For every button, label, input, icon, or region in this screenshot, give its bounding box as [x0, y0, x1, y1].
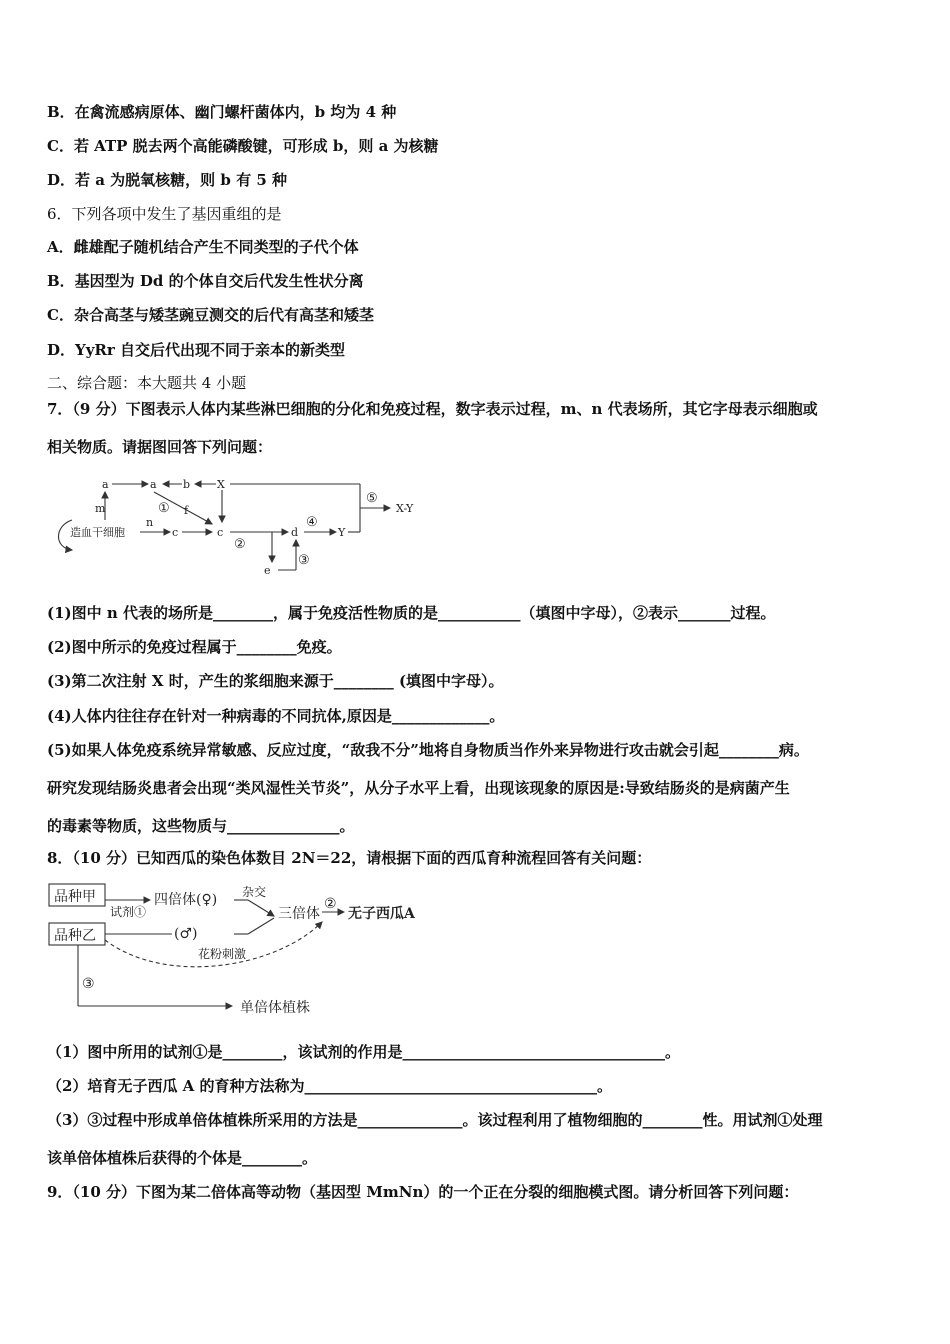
- q7-part2: (2)图中所示的免疫过程属于________免疫。: [47, 638, 342, 656]
- cross-label: 杂交: [242, 885, 267, 899]
- tetraploid-label: 四倍体(♀): [154, 892, 218, 908]
- watermelon-breeding-diagram: [46, 878, 446, 1024]
- triploid-label: 三倍体: [278, 906, 320, 922]
- q7-part5-line2: 研究发现结肠炎患者会出现“类风湿性关节炎”，从分子水平上看，出现该现象的原因是:导致结肠炎的是病菌产生: [47, 779, 790, 797]
- label-d: d: [291, 526, 299, 539]
- q5-option-b: B．在禽流感病原体、幽门螺杆菌体内，b 均为 4 种: [47, 103, 397, 121]
- seedless-watermelon-label: 无子西瓜A: [348, 906, 415, 922]
- q5-option-c: C．若 ATP 脱去两个高能磷酸键，可形成 b，则 a 为核糖: [47, 137, 439, 155]
- stem-cell-label: 造血干细胞: [70, 526, 125, 539]
- q8-part2: （2）培育无子西瓜 A 的育种方法称为_______________________________________。: [47, 1077, 613, 1095]
- label-x: X: [217, 478, 225, 491]
- label-y: Y: [338, 526, 346, 539]
- label-c-right: c: [217, 526, 224, 539]
- q5-option-d: D．若 a 为脱氧核糖，则 b 有 5 种: [47, 171, 287, 189]
- q7-stem-line1: 7．（9 分）下图表示人体内某些淋巴细胞的分化和免疫过程，数字表示过程，m、n 代表场所，其它字母表示细胞或: [47, 400, 818, 418]
- process-5-label: ⑤: [366, 491, 378, 506]
- process-2-label: ②: [324, 896, 337, 912]
- q6-option-b: B．基因型为 Dd 的个体自交后代发生性状分离: [47, 272, 364, 290]
- q7-part3: (3)第二次注射 X 时，产生的浆细胞来源于________ (填图中字母）。: [47, 672, 504, 690]
- process-2-label: ②: [234, 537, 246, 552]
- q7-stem-line2: 相关物质。请据图回答下列问题：: [47, 438, 273, 456]
- q7-part5-line3: 的毒素等物质，这些物质与_______________。: [47, 817, 355, 835]
- immune-process-diagram: [50, 470, 450, 582]
- q6-option-c: C．杂合高茎与矮茎豌豆测交的后代有高茎和矮茎: [47, 306, 374, 324]
- label-b: b: [183, 478, 191, 491]
- label-a-right: a: [150, 478, 157, 491]
- q6-stem: 6．下列各项中发生了基因重组的是: [47, 205, 282, 223]
- q6-option-a: A．雌雄配子随机结合产生不同类型的子代个体: [47, 238, 359, 256]
- male-label: (♂): [174, 926, 198, 942]
- label-m: m: [95, 502, 106, 515]
- q6-option-d: D．YyRr 自交后代出现不同于亲本的新类型: [47, 341, 346, 359]
- label-f: f: [184, 504, 189, 517]
- pollen-stimulus-label: 花粉刺激: [198, 947, 247, 961]
- label-c-left: c: [172, 526, 179, 539]
- process-3-label: ③: [298, 553, 310, 568]
- label-n: n: [146, 516, 154, 529]
- q8-part3-line1: （3）③过程中形成单倍体植株所采用的方法是______________。该过程利用了植物细胞的________性。用试剂①处理: [47, 1111, 823, 1129]
- q7-part4: (4)人体内往往存在针对一种病毒的不同抗体,原因是_____________。: [47, 707, 505, 725]
- q8-part3-line2: 该单倍体植株后获得的个体是________。: [47, 1149, 318, 1167]
- variety-jia-label: 品种甲: [54, 889, 96, 905]
- q8-part1: （1）图中所用的试剂①是________，该试剂的作用是___________________________________。: [47, 1043, 680, 1061]
- variety-yi-label: 品种乙: [54, 928, 96, 944]
- label-x-y: X-Y: [396, 502, 414, 515]
- process-3-label: ③: [82, 976, 95, 992]
- reagent-1-label: 试剂①: [110, 905, 147, 919]
- q9-stem: 9．（10 分）下图为某二倍体高等动物（基因型 MmNn）的一个正在分裂的细胞模式图。请分析回答下列问题：: [47, 1183, 799, 1201]
- q7-part5-line1: (5)如果人体免疫系统异常敏感、反应过度，“敌我不分”地将自身物质当作外来异物进行攻击就会引起________病。: [47, 741, 809, 759]
- label-e: e: [264, 564, 271, 577]
- section-heading: 二、综合题：本大题共 4 小题: [47, 374, 247, 392]
- process-1-label: ①: [158, 501, 170, 516]
- haploid-plant-label: 单倍体植株: [240, 1000, 310, 1016]
- label-a-left: a: [102, 478, 109, 491]
- q7-part1: (1)图中 n 代表的场所是________，属于免疫活性物质的是___________（填图中字母），②表示_______过程。: [47, 604, 776, 622]
- q8-stem: 8．（10 分）已知西瓜的染色体数目 2N＝22，请根据下面的西瓜育种流程回答有关问题：: [47, 849, 652, 867]
- process-4-label: ④: [306, 515, 318, 530]
